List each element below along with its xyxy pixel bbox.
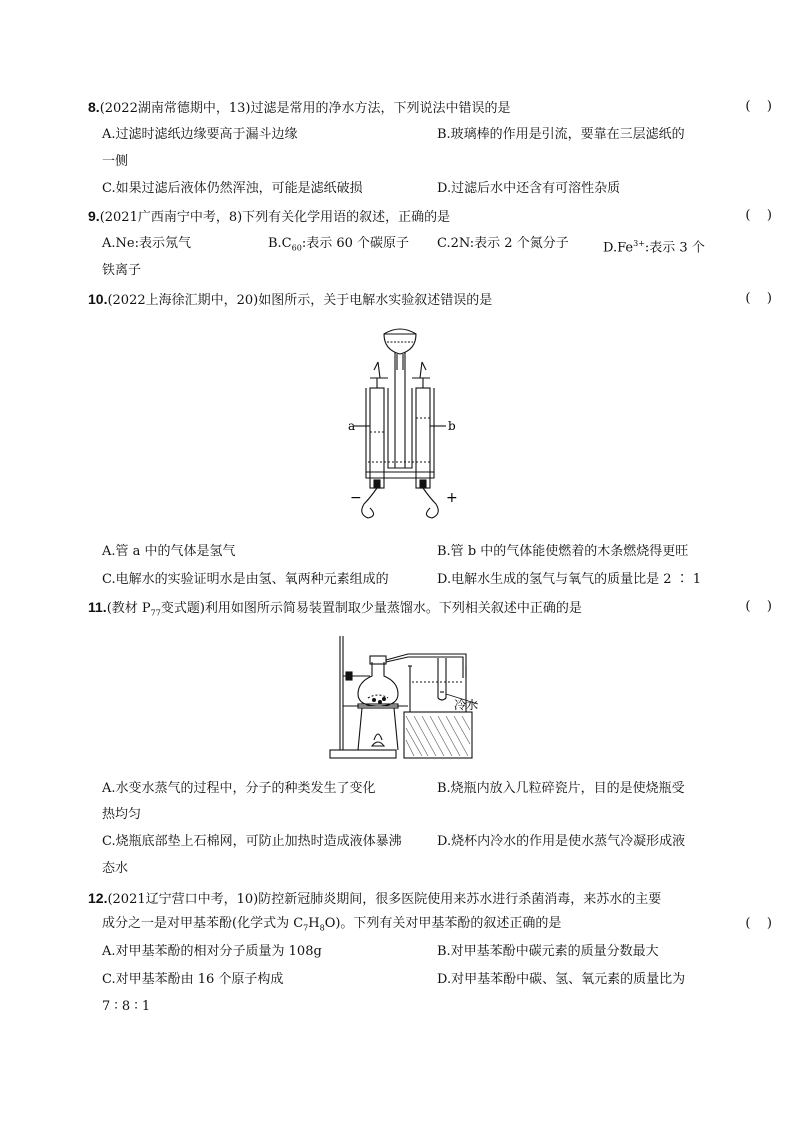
option-a: A.水变水蒸气的过程中，分子的种类发生了变化 [102, 781, 376, 796]
option-d: $D.Fe^{3+}$:表示 3 个 [603, 239, 705, 256]
question-number: 8. [88, 99, 100, 115]
distillation-apparatus-figure [328, 632, 508, 762]
option-a: A.过滤时滤纸边缘要高于漏斗边缘 [102, 127, 298, 142]
answer-blank[interactable]: ( ) [745, 291, 772, 306]
option-b: $B.C_{60}$:表示 60 个碳原子 [268, 236, 410, 253]
question-12-stem-continued: 成分之一是对甲基苯酚(化学式为 $C_7H_8O$)。下列有关对甲基苯酚的叙述正确的是 [102, 916, 562, 933]
option-c: C.2N:表示 2 个氮分子 [437, 236, 569, 251]
option-b: B.玻璃棒的作用是引流，要靠在三层滤纸的 [437, 127, 685, 142]
answer-blank[interactable]: ( ) [745, 916, 772, 931]
question-9-stem: 9.(2021广西南宁中考，8)下列有关化学用语的叙述，正确的是 [88, 208, 451, 225]
electrolysis-apparatus-figure [340, 322, 460, 528]
tube-b-label: b [448, 419, 456, 433]
question-number: 11. [88, 599, 107, 615]
question-11-stem: 11.(教材 $P_{77}$变式题)利用如图所示简易装置制取少量蒸馏水。下列相关叙述中正确的是 [88, 599, 582, 618]
option-d: D.电解水生成的氢气与氧气的质量比是 2 ∶ 1 [437, 572, 702, 587]
option-c: C.烧瓶底部垫上石棉网，可防止加热时造成液体暴沸 [102, 834, 402, 849]
option-d-continued: 铁离子 [102, 263, 142, 278]
answer-blank[interactable]: ( ) [745, 208, 772, 223]
option-d: D.过滤后水中还含有可溶性杂质 [437, 181, 621, 196]
option-c: C.如果过滤后液体仍然浑浊，可能是滤纸破损 [102, 181, 363, 196]
option-a: A.Ne:表示氖气 [102, 236, 191, 251]
option-b: B.烧瓶内放入几粒碎瓷片，目的是使烧瓶受 [437, 781, 685, 796]
option-b-continued: 一侧 [102, 154, 129, 169]
question-number: 12. [88, 890, 108, 906]
option-d-continued: 态水 [102, 861, 129, 876]
option-a: A.管 a 中的气体是氢气 [102, 544, 236, 559]
option-b-continued: 热均匀 [102, 807, 142, 822]
question-8-stem: 8.(2022湖南常德期中，13)过滤是常用的净水方法，下列说法中错误的是 [88, 99, 511, 116]
option-a: A.对甲基苯酚的相对分子质量为 108g [102, 944, 322, 959]
question-number: 10. [88, 291, 108, 307]
option-b: B.对甲基苯酚中碳元素的质量分数最大 [437, 944, 659, 959]
cold-water-label: 冷水 [454, 698, 479, 712]
question-12-stem: 12.(2021辽宁营口中考，10)防控新冠肺炎期间，很多医院使用来苏水进行杀菌消毒，来苏水的主要 [88, 890, 662, 907]
negative-label: − [350, 490, 362, 506]
option-c: C.电解水的实验证明水是由氢、氧两种元素组成的 [102, 572, 389, 587]
option-d: D.对甲基苯酚中碳、氢、氧元素的质量比为 [437, 972, 686, 987]
positive-label: + [446, 490, 458, 506]
tube-a-label: a [348, 419, 356, 433]
question-number: 9. [88, 208, 100, 224]
option-d-continued: 7 ∶ 8 ∶ 1 [102, 999, 151, 1014]
question-10-stem: 10.(2022上海徐汇期中，20)如图所示，关于电解水实验叙述错误的是 [88, 291, 493, 308]
answer-blank[interactable]: ( ) [745, 99, 772, 114]
answer-blank[interactable]: ( ) [745, 599, 772, 614]
option-d: D.烧杯内冷水的作用是使水蒸气冷凝形成液 [437, 834, 686, 849]
option-b: B.管 b 中的气体能使燃着的木条燃烧得更旺 [437, 544, 689, 559]
option-c: C.对甲基苯酚由 16 个原子构成 [102, 972, 284, 987]
